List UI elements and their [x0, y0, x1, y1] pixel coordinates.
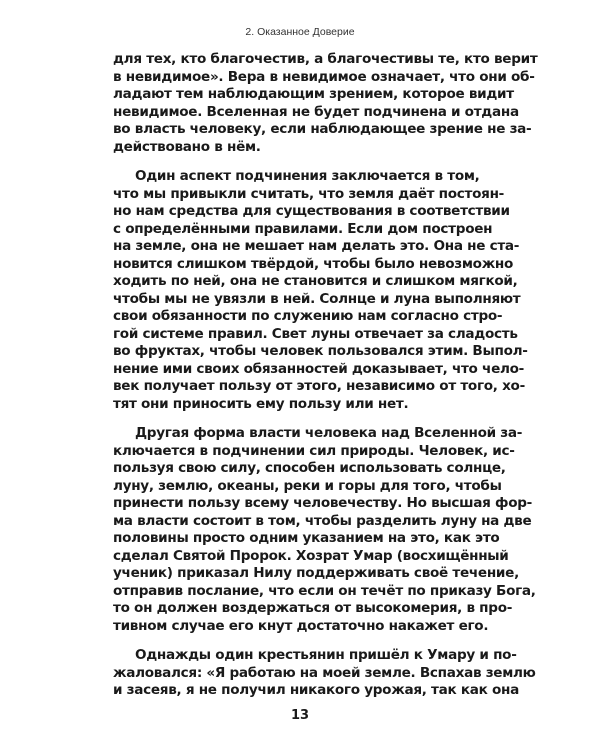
- text-line: отправив послание, что если он течёт по приказу Бога,: [113, 582, 536, 599]
- text-line: действовано в нём.: [113, 138, 261, 155]
- paragraph: [113, 647, 536, 700]
- text-line: луну, землю, океаны, реки и горы для того, чтобы: [113, 477, 502, 494]
- text-line: пользуя свою силу, способен использовать солнце,: [113, 460, 506, 476]
- text-line: на земле, она не мешает нам делать это. Она не ста-: [113, 238, 520, 254]
- paragraph: [113, 51, 538, 156]
- text-line: в невидимое». Вера в невидимое означает, что они об-: [113, 68, 535, 85]
- text-line: но нам средства для существования в соответствии: [113, 203, 510, 219]
- text-line: принести пользу всему человечеству. Но высшая фор-: [113, 495, 533, 511]
- text-line: во власть человеку, если наблюдающее зрение не за-: [113, 121, 532, 137]
- text-line: новится слишком твёрдой, чтобы было невозможно: [113, 255, 514, 272]
- text-line: половины просто одним указанием на это, как это: [113, 530, 500, 546]
- text-line: гой системе правил. Свет луны отвечает за сладость: [113, 325, 518, 342]
- running-header: 2. Оказанное Доверие: [245, 26, 355, 38]
- text-line: с определёнными правилами. Если дом построен: [113, 220, 493, 237]
- text-line: ученик) приказал Нилу поддерживать своё течение,: [113, 565, 519, 581]
- text-line: что мы привыкли считать, что земля даёт постоян-: [113, 185, 505, 202]
- paragraph: [113, 425, 536, 635]
- text-line: сделал Святой Пророк. Хозрат Умар (восхищённый: [113, 547, 509, 564]
- text-line: Один аспект подчинения заключается в том,: [135, 168, 480, 184]
- paragraph: [113, 168, 528, 413]
- text-line: жаловался: «Я работаю на моей земле. Вспахав землю: [113, 664, 536, 681]
- text-line: чтобы мы не увязли в ней. Солнце и луна выполняют: [113, 290, 521, 307]
- text-line: ма власти состоит в том, чтобы разделить луну на две: [113, 512, 532, 529]
- text-line: тят они приносить ему пользу или нет.: [113, 395, 409, 412]
- text-line: ладают тем наблюдающим зрением, которое видит: [113, 86, 514, 102]
- text-line: то он должен воздержаться от высокомерия, в про-: [113, 600, 513, 616]
- text-line: ходить по ней, она не становится и слишком мягкой,: [113, 273, 518, 289]
- text-line: нение ими своих обязанностей доказывает, что чело-: [113, 360, 525, 377]
- text-line: век получает пользу от этого, независимо от того, хо-: [113, 378, 525, 394]
- text-line: свои обязанности по служению нам согласно стро-: [113, 308, 503, 324]
- text-line: и засеяв, я не получил никакого урожая, так как она: [113, 682, 520, 698]
- text-line: тивном случае его кнут достаточно накажет его.: [113, 617, 489, 634]
- page-body: [113, 51, 538, 700]
- page-number: 13: [290, 708, 310, 723]
- text-line: ключается в подчинении сил природы. Человек, ис-: [113, 442, 515, 459]
- text-line: Другая форма власти человека над Вселенной за-: [135, 425, 523, 441]
- text-line: для тех, кто благочестив, а благочестивы те, кто верит: [113, 51, 538, 67]
- text-line: невидимое. Вселенная не будет подчинена и отдана: [113, 103, 519, 120]
- text-line: во фруктах, чтобы человек пользовался этим. Выпол-: [113, 343, 528, 359]
- text-line: Однажды один крестьянин пришёл к Умару и по-: [135, 647, 517, 663]
